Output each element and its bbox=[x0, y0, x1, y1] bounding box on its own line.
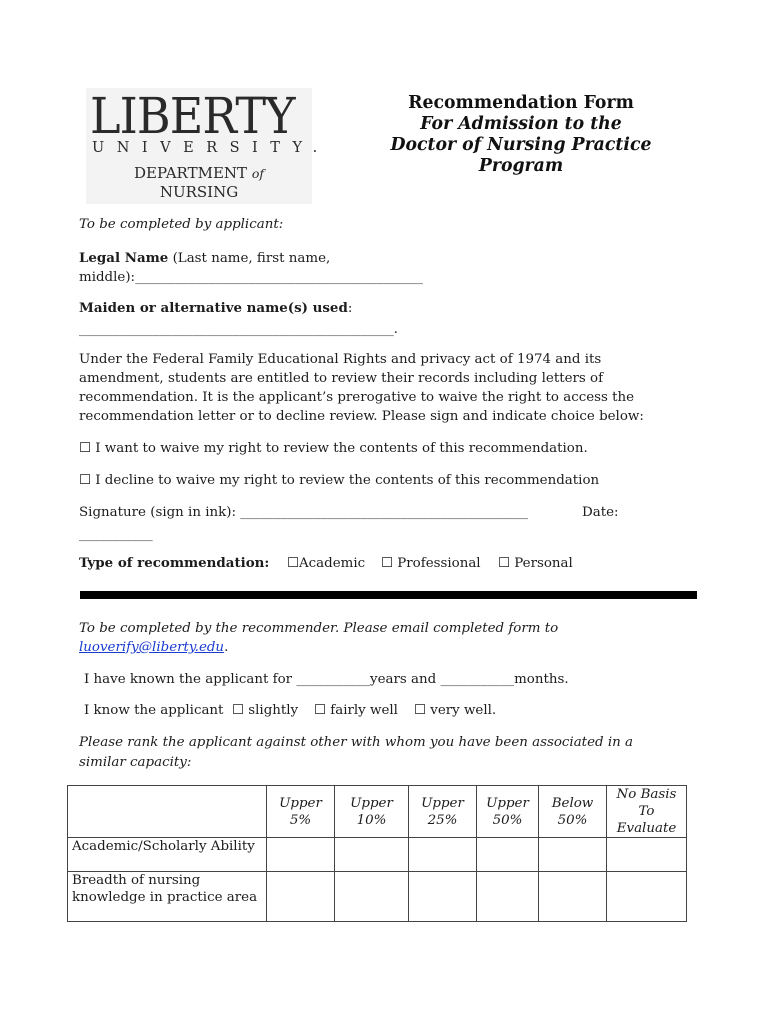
type-personal-checkbox[interactable]: ☐ Personal bbox=[498, 556, 573, 571]
section-divider bbox=[80, 591, 697, 599]
header-no-basis: No Basis To Evaluate bbox=[607, 786, 687, 838]
legal-name-field[interactable]: middle):___________________________________________ bbox=[79, 270, 423, 285]
title-line-3: Doctor of Nursing Practice bbox=[390, 135, 652, 155]
university-logo bbox=[86, 87, 330, 204]
years-field[interactable]: ___________ bbox=[296, 672, 370, 687]
rating-cell[interactable] bbox=[477, 838, 539, 872]
know-very-checkbox[interactable]: ☐ very well. bbox=[414, 703, 497, 718]
rating-cell[interactable] bbox=[335, 838, 409, 872]
email-period: . bbox=[224, 640, 229, 655]
date-label: Date: bbox=[582, 505, 619, 520]
type-academic-checkbox[interactable]: ☐Academic bbox=[287, 556, 366, 571]
rank-instruction-1: Please rank the applicant against other with whom you have been associated in a bbox=[79, 735, 633, 750]
header-upper-10: Upper 10% bbox=[335, 786, 409, 838]
known-mid: years and bbox=[370, 672, 441, 687]
table-corner-cell bbox=[68, 786, 267, 838]
title-line-1: Recommendation Form bbox=[408, 93, 634, 113]
ferpa-line-2: amendment, students are entitled to review their records including letters of bbox=[79, 371, 604, 386]
table-header-row bbox=[68, 786, 687, 838]
logo-university: UNIVERSITY. bbox=[92, 140, 330, 156]
date-field[interactable]: ___________ bbox=[79, 527, 153, 542]
rating-cell[interactable] bbox=[607, 838, 687, 872]
title-line-4: Program bbox=[478, 156, 564, 176]
logo-wordmark: LIBERTY bbox=[90, 87, 295, 145]
know-applicant-label: I know the applicant bbox=[84, 703, 224, 718]
maiden-name-field[interactable]: _______________________________________________. bbox=[79, 322, 398, 337]
ferpa-line-3: recommendation. It is the applicant’s prerogative to waive the right to access the bbox=[79, 390, 635, 405]
applicant-heading: To be completed by applicant: bbox=[79, 217, 284, 232]
rating-cell[interactable] bbox=[607, 872, 687, 922]
header-upper-50: Upper 50% bbox=[477, 786, 539, 838]
legal-name-label: Legal Name bbox=[79, 250, 169, 266]
rank-instruction-2: similar capacity: bbox=[79, 755, 192, 770]
rating-cell[interactable] bbox=[267, 838, 335, 872]
ranking-table bbox=[67, 785, 687, 922]
known-prefix: I have known the applicant for bbox=[84, 672, 297, 687]
recommender-email-row bbox=[79, 638, 228, 657]
know-fairly-checkbox[interactable]: ☐ fairly well bbox=[314, 703, 398, 718]
row-label-academic: Academic/Scholarly Ability bbox=[68, 838, 267, 872]
type-label: Type of recommendation: bbox=[79, 555, 270, 571]
legal-name-hint: (Last name, first name, bbox=[168, 251, 331, 266]
row-label-breadth: Breadth of nursing knowledge in practice area bbox=[68, 872, 267, 922]
decline-checkbox[interactable]: ☐ I decline to waive my right to review the contents of this recommendation bbox=[79, 473, 600, 488]
maiden-name-label: Maiden or alternative name(s) used bbox=[79, 300, 348, 316]
logo-dept-nursing: NURSING bbox=[159, 183, 239, 201]
known-suffix: months. bbox=[514, 672, 569, 687]
logo-dept-word: DEPARTMENT bbox=[134, 164, 248, 182]
title-line-2: For Admission to the bbox=[420, 114, 622, 134]
rating-cell[interactable] bbox=[539, 872, 607, 922]
ferpa-line-4: recommendation letter or to decline review. Please sign and indicate choice below: bbox=[79, 409, 644, 424]
maiden-name-row bbox=[79, 299, 352, 318]
rating-cell[interactable] bbox=[267, 872, 335, 922]
rating-cell[interactable] bbox=[539, 838, 607, 872]
rating-cell[interactable] bbox=[335, 872, 409, 922]
header-below-50: Below 50% bbox=[539, 786, 607, 838]
recommender-email-link[interactable]: luoverify@liberty.edu bbox=[79, 640, 225, 655]
maiden-colon: : bbox=[347, 301, 353, 316]
signature-field[interactable]: Signature (sign in ink): ___________________________________________ bbox=[79, 505, 529, 520]
table-row bbox=[68, 838, 687, 872]
rating-cell[interactable] bbox=[409, 872, 477, 922]
header-upper-25: Upper 25% bbox=[409, 786, 477, 838]
logo-department bbox=[86, 164, 312, 202]
known-duration-row bbox=[84, 670, 569, 689]
header-upper-5: Upper 5% bbox=[267, 786, 335, 838]
rating-cell[interactable] bbox=[477, 872, 539, 922]
logo-dept-of: of bbox=[251, 166, 264, 181]
recommender-heading: To be completed by the recommender. Please email completed form to bbox=[79, 621, 559, 636]
recommendation-type-row bbox=[79, 554, 269, 573]
rating-cell[interactable] bbox=[409, 838, 477, 872]
waive-checkbox[interactable]: ☐ I want to waive my right to review the contents of this recommendation. bbox=[79, 441, 588, 456]
months-field[interactable]: ___________ bbox=[440, 672, 515, 687]
know-slightly-checkbox[interactable]: ☐ slightly bbox=[232, 703, 299, 718]
table-row bbox=[68, 872, 687, 922]
legal-name-row bbox=[79, 249, 330, 268]
ferpa-line-1: Under the Federal Family Educational Rights and privacy act of 1974 and its bbox=[79, 352, 602, 367]
form-title bbox=[378, 93, 664, 177]
type-professional-checkbox[interactable]: ☐ Professional bbox=[381, 556, 481, 571]
